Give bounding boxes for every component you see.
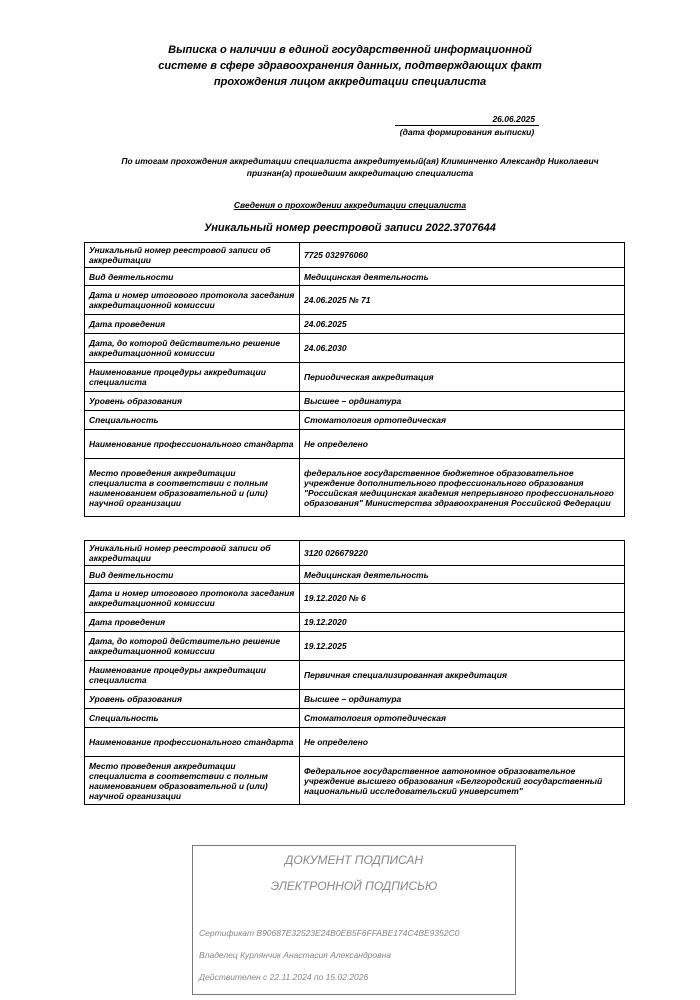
row-label: Наименование процедуры аккредитации специалиста [85, 363, 300, 392]
row-value: Стоматология ортопедическая [300, 411, 625, 430]
table-row [85, 690, 625, 709]
accreditation-record-table [84, 540, 625, 805]
stamp-heading: ДОКУМЕНТ ПОДПИСАН [284, 853, 424, 867]
intro-line: По итогам прохождения аккредитации специалиста аккредитуемый(ая) Климинченко Александр Николаевич [121, 156, 599, 166]
row-value: Первичная специализированная аккредитация [300, 661, 625, 690]
row-value: 24.06.2030 [300, 334, 625, 363]
row-label: Уровень образования [85, 392, 300, 411]
row-label: Уникальный номер реестровой записи об аккредитации [85, 541, 300, 566]
row-value: Не определено [300, 430, 625, 459]
registry-number: Уникальный номер реестровой записи 2022.3707644 [204, 222, 496, 234]
table-row [85, 709, 625, 728]
row-value: 19.12.2025 [300, 632, 625, 661]
row-label: Дата, до которой действительно решение аккредитационной комиссии [85, 334, 300, 363]
row-value: 3120 026679220 [300, 541, 625, 566]
table-row [85, 584, 625, 613]
row-label: Дата, до которой действительно решение аккредитационной комиссии [85, 632, 300, 661]
accreditation-record-table [84, 242, 625, 517]
table-row [85, 334, 625, 363]
table-row [85, 268, 625, 286]
table-row [85, 541, 625, 566]
table-row [85, 613, 625, 632]
table-row [85, 430, 625, 459]
row-value: Федеральное государственное автономное образовательное учреждение высшего образования «Белгородский государственный национальный исследовательский университет" [300, 757, 625, 805]
intro-line: признан(а) прошедшим аккредитацию специалиста [246, 168, 474, 178]
document-title [0, 42, 700, 90]
row-value: Высшее – ординатура [300, 690, 625, 709]
table-row [85, 363, 625, 392]
table-row [85, 632, 625, 661]
row-label: Вид деятельности [85, 268, 300, 286]
row-value: Медицинская деятельность [300, 268, 625, 286]
stamp-certificate: Сертификат B90687E32523E24B0EB5F6FFABE174C4BE9352C0 [199, 928, 460, 938]
row-value: Медицинская деятельность [300, 566, 625, 584]
row-label: Дата проведения [85, 315, 300, 334]
stamp-heading: ЭЛЕКТРОННОЙ ПОДПИСЬЮ [270, 879, 438, 893]
intro-text [80, 155, 640, 179]
row-label: Дата и номер итогового протокола заседания аккредитационной комиссии [85, 584, 300, 613]
row-label: Место проведения аккредитации специалиста в соответствии с полным наименованием образовательной и (или) научной организации [85, 757, 300, 805]
row-label: Наименование процедуры аккредитации специалиста [85, 661, 300, 690]
issue-date-caption: (дата формирования выписки) [399, 127, 535, 137]
table-row [85, 728, 625, 757]
signature-stamp [192, 845, 516, 995]
row-value: 7725 032976060 [300, 243, 625, 268]
row-label: Дата проведения [85, 613, 300, 632]
table-row [85, 757, 625, 805]
table-row [85, 661, 625, 690]
row-label: Наименование профессионального стандарта [85, 430, 300, 459]
row-label: Уникальный номер реестровой записи об аккредитации [85, 243, 300, 268]
row-value: Периодическая аккредитация [300, 363, 625, 392]
row-label: Наименование профессионального стандарта [85, 728, 300, 757]
table-row [85, 411, 625, 430]
row-value: 19.12.2020 № 6 [300, 584, 625, 613]
row-value: Высшее – ординатура [300, 392, 625, 411]
row-label: Уровень образования [85, 690, 300, 709]
table-row [85, 315, 625, 334]
stamp-validity: Действителен с 22.11.2024 по 15.02.2026 [199, 972, 369, 982]
row-label: Специальность [85, 411, 300, 430]
row-label: Вид деятельности [85, 566, 300, 584]
title-line: прохождения лицом аккредитации специалиста [213, 76, 487, 88]
row-label: Специальность [85, 709, 300, 728]
title-line: системе в сфере здравоохранения данных, подтверждающих факт [158, 60, 542, 72]
row-value: Стоматология ортопедическая [300, 709, 625, 728]
section-title: Сведения о прохождении аккредитации специалиста [233, 200, 467, 210]
row-label: Место проведения аккредитации специалиста в соответствии с полным наименованием образовательной и (или) научной организации [85, 459, 300, 517]
issue-date-block [395, 114, 539, 137]
row-label: Дата и номер итогового протокола заседания аккредитационной комиссии [85, 286, 300, 315]
issue-date: 26.06.2025 [395, 114, 539, 126]
stamp-owner: Владелец Курлянчик Анастасия Александровна [199, 950, 391, 960]
table-row [85, 392, 625, 411]
table-row [85, 566, 625, 584]
table-row [85, 459, 625, 517]
table-row [85, 286, 625, 315]
title-line: Выписка о наличии в единой государственной информационной [168, 44, 532, 56]
table-row [85, 243, 625, 268]
row-value: 19.12.2020 [300, 613, 625, 632]
row-value: 24.06.2025 № 71 [300, 286, 625, 315]
row-value: 24.06.2025 [300, 315, 625, 334]
row-value: Не определено [300, 728, 625, 757]
row-value: федеральное государственное бюджетное образовательное учреждение дополнительного профессионального образования "Российская медицинская академия непрерывного профессионального образования" Министерства здравоохранения Российской Федерации [300, 459, 625, 517]
